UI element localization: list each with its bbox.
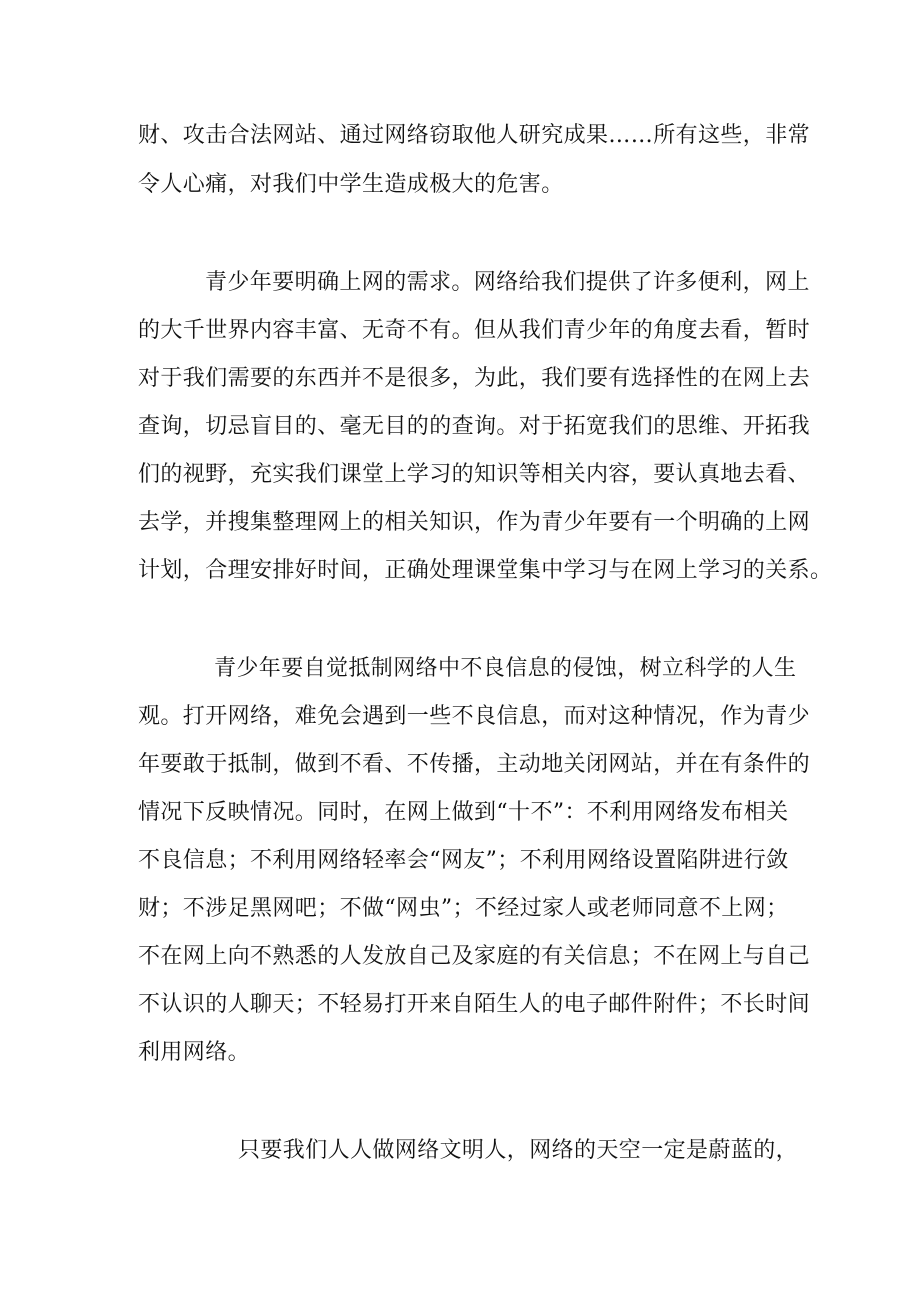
text-line: 青少年要自觉抵制网络中不良信息的侵蚀，树立科学的人生 bbox=[214, 656, 797, 681]
text-line: 令人心痛，对我们中学生造成极大的危害。 bbox=[138, 172, 564, 197]
text-line: 观。打开网络，难免会遇到一些不良信息，而对这种情况，作为青少 bbox=[138, 704, 811, 729]
text-line: 年要敢于抵制，做到不看、不传播，主动地关闭网站，并在有条件的 bbox=[138, 752, 811, 777]
text-line: 只要我们人人做网络文明人，网络的天空一定是蔚蓝的， bbox=[238, 1138, 799, 1163]
text-line: 利用网络。 bbox=[138, 1040, 251, 1065]
text-line: 不在网上向不熟悉的人发放自己及家庭的有关信息；不在网上与自己 bbox=[138, 944, 811, 969]
text-line: 财、攻击合法网站、通过网络窃取他人研究成果……所有这些，非常 bbox=[138, 123, 811, 148]
text-line: 去学，并搜集整理网上的相关知识，作为青少年要有一个明确的上网 bbox=[138, 510, 811, 535]
text-line: 不认识的人聊天；不轻易打开来自陌生人的电子邮件附件；不长时间 bbox=[138, 992, 811, 1017]
text-line: 的大千世界内容丰富、无奇不有。但从我们青少年的角度去看，暂时 bbox=[138, 318, 811, 343]
text-line: 财；不涉足黑网吧；不做“网虫”；不经过家人或老师同意不上网； bbox=[138, 896, 789, 921]
text-line: 计划，合理安排好时间，正确处理课堂集中学习与在网上学习的关系。 bbox=[138, 558, 833, 583]
text-line: 们的视野，充实我们课堂上学习的知识等相关内容，要认真地去看、 bbox=[138, 462, 811, 487]
text-line: 青少年要明确上网的需求。网络给我们提供了许多便利，网上 bbox=[205, 270, 810, 295]
text-line: 对于我们需要的东西并不是很多，为此，我们要有选择性的在网上去 bbox=[138, 366, 811, 391]
text-line: 查询，切忌盲目的、毫无目的的查询。对于拓宽我们的思维、开拓我 bbox=[138, 414, 811, 439]
text-line: 不良信息；不利用网络轻率会“网友”；不利用网络设置陷阱进行敛 bbox=[138, 848, 789, 873]
text-line: 情况下反映情况。同时，在网上做到“十不”：不利用网络发布相关 bbox=[138, 800, 789, 825]
